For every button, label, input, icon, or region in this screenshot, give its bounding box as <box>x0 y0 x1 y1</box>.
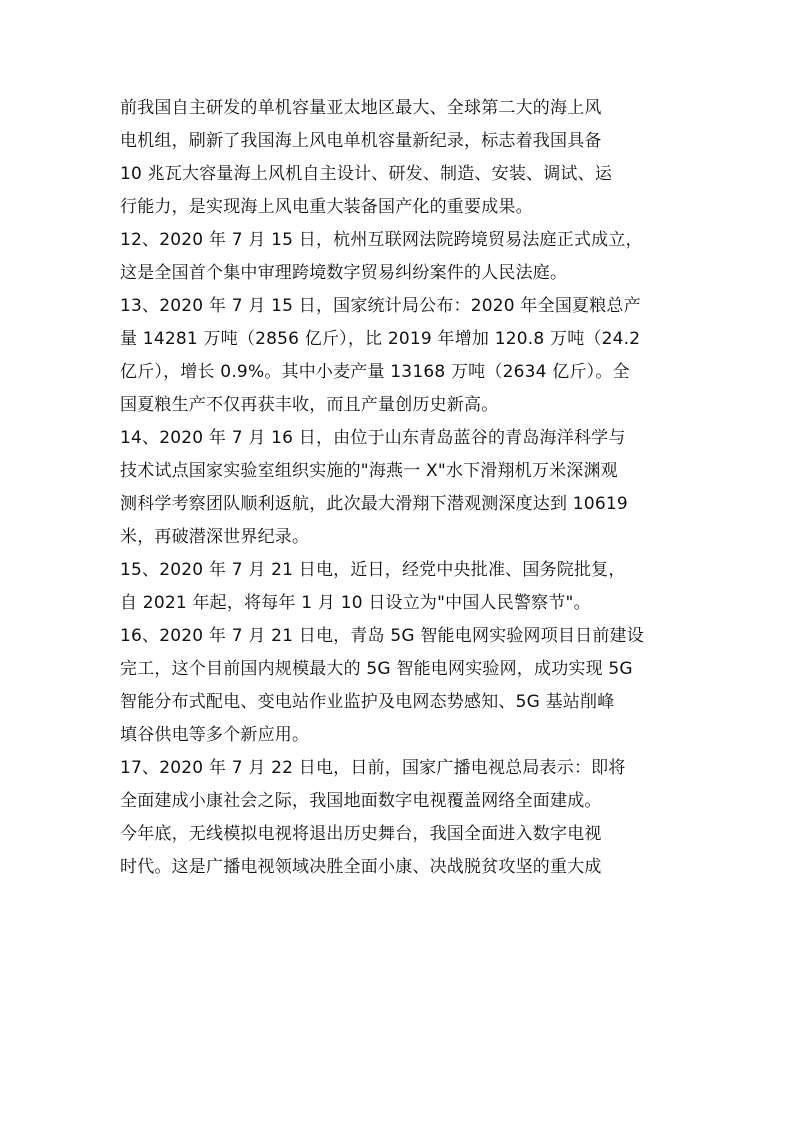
text-line: 国夏粮生产不仅再获丰收，而且产量创历史新高。 <box>120 395 499 415</box>
text-line: 智能分布式配电、变电站作业监护及电网态势感知、5G 基站削峰 <box>120 692 615 712</box>
text-line: 16、2020 年 7 月 21 日电，青岛 5G 智能电网实验网项目日前建设 <box>120 626 644 646</box>
text-line: 测科学考察团队顺利返航，此次最大滑翔下潜观测深度达到 10619 <box>120 494 628 514</box>
text-line: 填谷供电等多个新应用。 <box>120 725 310 745</box>
text-line: 10 兆瓦大容量海上风机自主设计、研发、制造、安装、调试、运 <box>120 164 613 184</box>
text-line: 米，再破潜深世界纪录。 <box>120 527 310 547</box>
text-line: 17、2020 年 7 月 22 日电，日前，国家广播电视总局表示：即将 <box>120 758 626 778</box>
text-line: 12、2020 年 7 月 15 日，杭州互联网法院跨境贸易法庭正式成立， <box>120 230 643 250</box>
text-line: 14、2020 年 7 月 16 日，由位于山东青岛蓝谷的青岛海洋科学与 <box>120 428 626 448</box>
text-line: 今年底，无线模拟电视将退出历史舞台，我国全面进入数字电视 <box>120 824 602 844</box>
text-line: 电机组，刷新了我国海上风电单机容量新纪录，标志着我国具备 <box>120 131 602 151</box>
body-text <box>120 92 680 884</box>
text-line: 自 2021 年起，将每年 1 月 10 日设立为"中国人民警察节"。 <box>120 593 591 613</box>
text-line: 时代。这是广播电视领域决胜全面小康、决战脱贫攻坚的重大成 <box>120 857 602 877</box>
text-line: 技术试点国家实验室组织实施的"海燕一 X"水下滑翔机万米深渊观 <box>120 461 618 481</box>
text-line: 全面建成小康社会之际，我国地面数字电视覆盖网络全面建成。 <box>120 791 602 811</box>
text-line: 15、2020 年 7 月 21 日电，近日，经党中央批准、国务院批复， <box>120 560 626 580</box>
text-line: 行能力，是实现海上风电重大装备国产化的重要成果。 <box>120 197 533 217</box>
text-line: 这是全国首个集中审理跨境数字贸易纠纷案件的人民法庭。 <box>120 263 568 283</box>
text-line: 13、2020 年 7 月 15 日，国家统计局公布：2020 年全国夏粮总产 <box>120 296 641 316</box>
text-line: 亿斤），增长 0.9%。其中小麦产量 13168 万吨（2634 亿斤）。全 <box>120 362 630 382</box>
text-line: 量 14281 万吨（2856 亿斤），比 2019 年增加 120.8 万吨（24.2 <box>120 329 641 349</box>
text-line: 前我国自主研发的单机容量亚太地区最大、全球第二大的海上风 <box>120 98 602 118</box>
text-line: 完工，这个目前国内规模最大的 5G 智能电网实验网，成功实现 5G <box>120 659 633 679</box>
